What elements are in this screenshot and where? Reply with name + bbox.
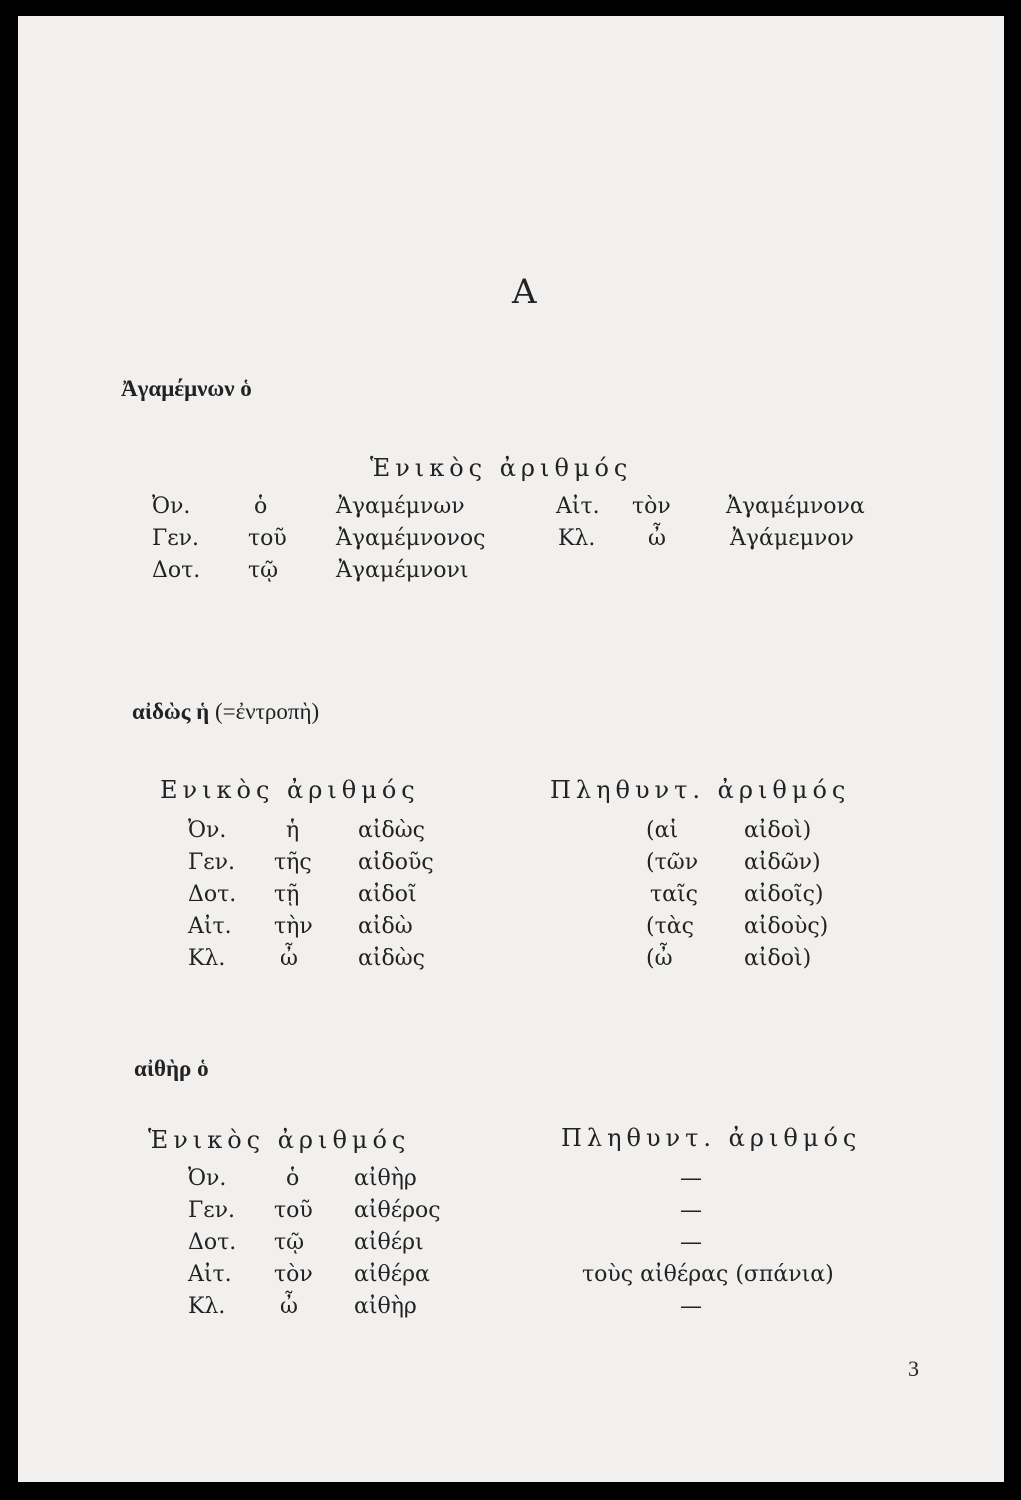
article: τῆς [274,850,312,875]
plural-dash: — [680,1198,702,1223]
plural-form: αἰδοὶ) [744,818,812,843]
word-form: Ἀγαμέμνονος [336,526,486,551]
word-form: Ἀγαμέμνονα [726,494,865,519]
case-label: Αἰτ. [188,1262,232,1287]
word-form: αἰθὴρ [354,1294,417,1319]
section-letter: Α [512,272,537,312]
case-label: Ὀν. [152,494,191,519]
case-label: Κλ. [188,1294,226,1319]
article: ὦ [280,1294,298,1319]
word-form: αἰδὼς [358,818,425,843]
article: ἡ [286,818,300,843]
case-label: Γεν. [188,1198,236,1223]
case-label: Δοτ. [152,558,201,583]
case-label: Κλ. [188,946,226,971]
entry-aidos-note: (=ἐντροπὴ) [214,699,320,724]
entry-aidos-lemma-text: αἰδὼς ἡ [132,699,210,724]
article: τῷ [248,558,279,583]
article: τὸν [632,494,671,519]
entry-aidos-lemma [132,699,319,725]
plural-form: αἰδοὶ) [744,946,812,971]
plural-article: (τὰς [646,914,694,939]
word-form: αἰδοῖ [358,882,417,907]
word-form: αἰθέρα [354,1262,430,1287]
word-form: αἰθὴρ [354,1166,417,1191]
entry-aither-singular-header: Ἑνικὸς ἀριθμός [148,1126,411,1154]
plural-form: αἰδῶν) [744,850,821,875]
article: τοῦ [274,1198,313,1223]
article: ὦ [280,946,298,971]
entry-agamemnon-lemma: Ἀγαμέμνων ὁ [121,376,252,401]
article: τὸν [274,1262,313,1287]
entry-aither-plural-header: Πληθυντ. ἀριθμός [561,1124,862,1152]
article: τὴν [274,914,313,939]
plural-article: (ὦ [646,946,673,971]
plural-form: αἰδοὺς) [744,914,829,939]
case-label: Δοτ. [188,1230,237,1255]
word-form: αἰθέρος [354,1198,441,1223]
case-label: Ὀν. [188,818,227,843]
article: τῷ [274,1230,305,1255]
plural-dash: — [680,1230,702,1255]
entry-aidos-plural-header: Πληθυντ. ἀριθμός [550,776,851,804]
word-form: αἰδὼς [358,946,425,971]
case-label: Ὀν. [188,1166,227,1191]
article: ὦ [648,526,666,551]
article: τοῦ [248,526,287,551]
case-label: Αἰτ. [556,494,600,519]
page [18,16,1004,1482]
entry-aither-lemma: αἰθὴρ ὁ [134,1056,209,1081]
page-number: 3 [908,1356,919,1381]
article: τῇ [274,882,300,907]
case-label: Γεν. [188,850,236,875]
word-form: Ἀγάμεμνον [730,526,854,551]
word-form: Ἀγαμέμνονι [336,558,469,583]
case-label: Δοτ. [188,882,237,907]
entry-aidos-singular-header: Ενικὸς ἀριθμός [160,776,420,804]
plural-form: αἰδοῖς) [744,882,824,907]
entry-agamemnon-singular-header: Ἑνικὸς ἀριθμός [370,454,633,482]
word-form: Ἀγαμέμνων [336,494,465,519]
word-form: αἰδὼ [358,914,413,939]
plural-article: (τῶν [646,850,699,875]
article: ὁ [254,494,268,519]
plural-dash: — [680,1166,702,1191]
case-label: Αἰτ. [188,914,232,939]
word-form: αἰθέρι [354,1230,424,1255]
plural-article: ταῖς [650,882,698,907]
plural-article: (αἱ [646,818,679,843]
case-label: Κλ. [558,526,596,551]
case-label: Γεν. [152,526,200,551]
plural-form: τοὺς αἰθέρας (σπάνια) [582,1262,834,1287]
article: ὁ [286,1166,300,1191]
word-form: αἰδοῦς [358,850,434,875]
plural-dash: — [680,1294,702,1319]
